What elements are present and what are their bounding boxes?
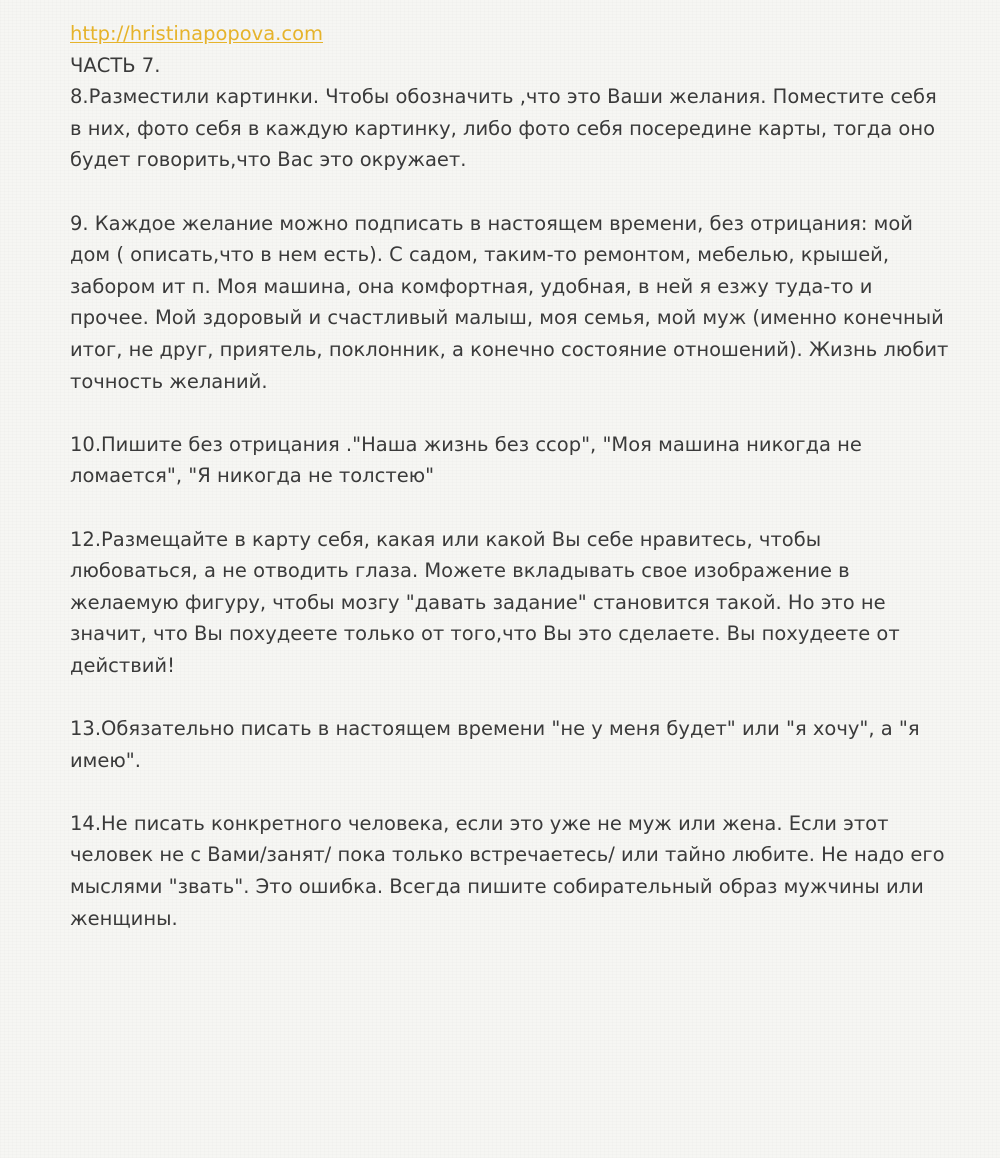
- paragraph-9: 9. Каждое желание можно подписать в настоящем времени, без отрицания: мой дом ( описать,что в нем есть). С садом, таким-то ремонтом, мебелью, крышей, забором ит п. Моя машина, она комфортная, удобная, в ней я езжу туда-то и прочее. Мой здоровый и счастливый малыш, моя семья, мой муж (именно конечный итог, не друг, приятель, поклонник, а конечно состояние отношений). Жизнь любит точность желаний.: [70, 211, 949, 393]
- paragraph-13: 13.Обязательно писать в настоящем времени "не у меня будет" или "я хочу", а "я имею".: [70, 717, 920, 772]
- paragraph-14: 14.Не писать конкретного человека, если это уже не муж или жена. Если этот человек не с Вами/занят/ пока только встречаетесь/ или тайно любите. Не надо его мыслями "звать". Это ошибка. Всегда пишите собирательный образ мужчины или женщины.: [70, 811, 945, 930]
- paragraph-12: 12.Размещайте в карту себя, какая или какой Вы себе нравитесь, чтобы любоваться, а не отводить глаза. Можете вкладывать свое изображение в желаемую фигуру, чтобы мозгу "давать задание" становится такой. Но это не значит, что Вы похудеете только от того,что Вы это сделаете. Вы похудеете от действий!: [70, 527, 900, 677]
- note-body: [70, 18, 950, 966]
- website-link[interactable]: http://hristinapopova.com: [70, 22, 324, 45]
- paragraph-10: 10.Пишите без отрицания ."Наша жизнь без ссор", "Моя машина никогда не ломается", "Я никогда не толстею": [70, 432, 862, 488]
- paragraph-8: 8.Разместили картинки. Чтобы обозначить ,что это Ваши желания. Поместите себя в них, фото себя в каждую картинку, либо фото себя посередине карты, тогда оно будет говорить,что Вас это окружает.: [70, 85, 937, 172]
- part-heading: ЧАСТЬ 7.: [70, 53, 161, 77]
